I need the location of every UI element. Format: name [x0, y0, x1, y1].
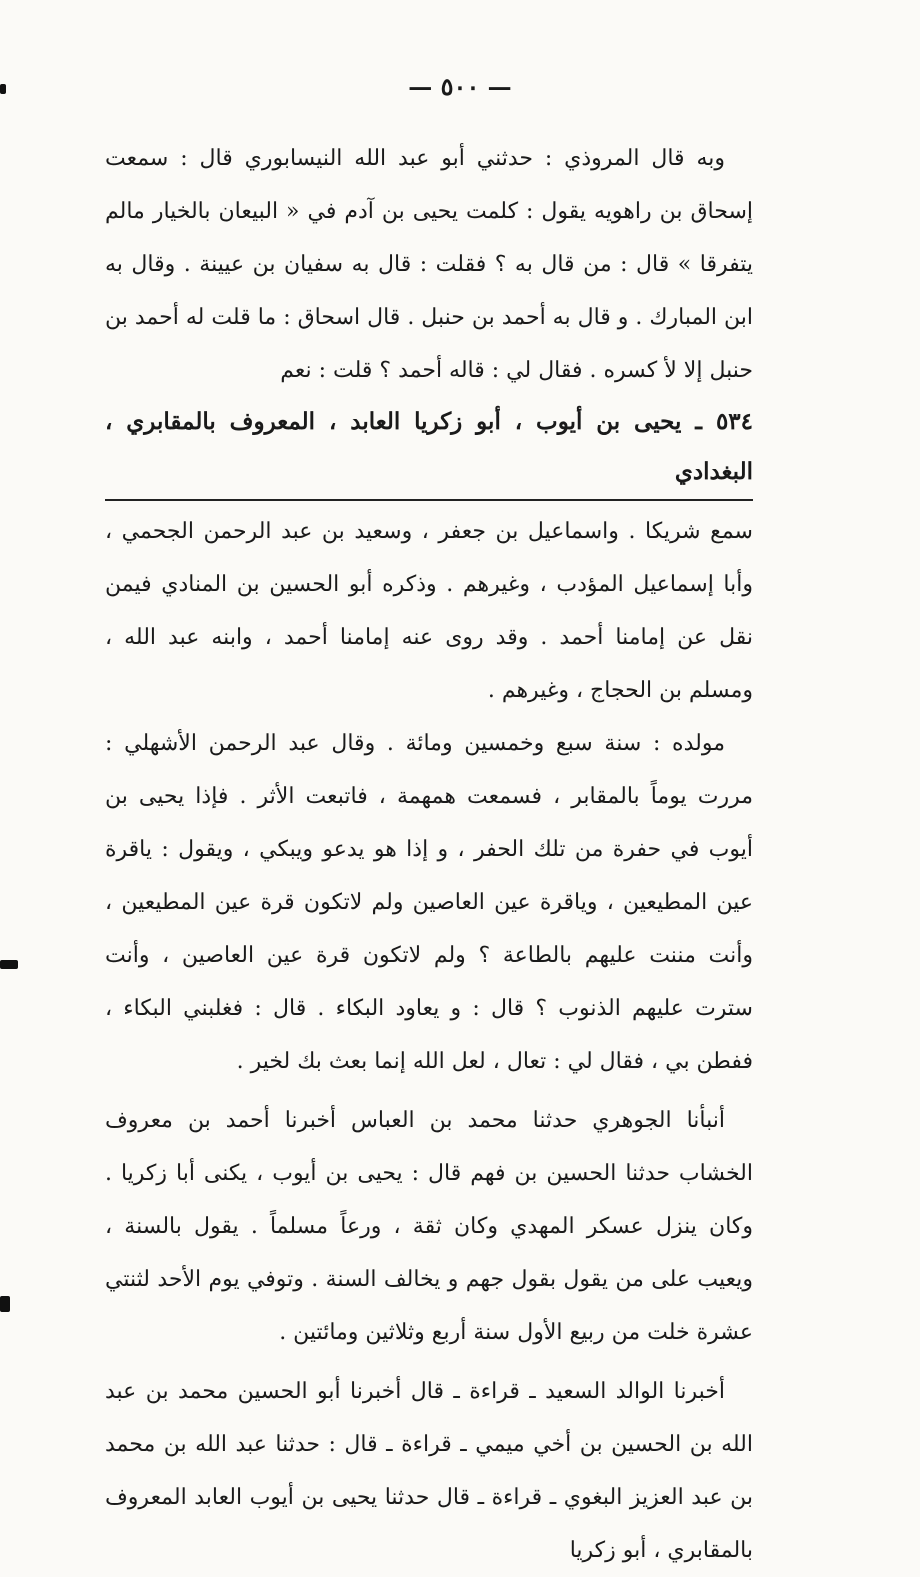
scan-edge-mark [0, 84, 6, 94]
paragraph-isnad: أخبرنا الوالد السعيد ـ قراءة ـ قال أخبرنا أبو الحسين محمد بن عبد الله بن الحسين بن أخي ميمي ـ قراءة ـ قال : حدثنا عبد الله بن محمد بن عبد العزيز البغوي ـ قراءة ـ قال حدثنا يحيى بن أيوب العابد المعروف بالمقابري ، أبو زكريا [105, 1379, 753, 1563]
paragraph-birth: مولده : سنة سبع وخمسين ومائة . وقال عبد الرحمن الأشهلي : مررت يوماً بالمقابر ، فسمعت همهمة ، فاتبعت الأثر . فإذا يحيى بن أيوب في حفرة من تلك الحفر ، و إذا هو يدعو ويبكي ، ويقول : ياقرة عين المطيعين ، وياقرة عين العاصين ولم لاتكون قرة عين المطيعين ، وأنت مننت عليهم بالطاعة ؟ ولم لاتكون قرة عين العاصين ، وأنت سترت عليهم الذنوب ؟ قال : و يعاود البكاء . قال : فغلبني البكاء ، ففطن بي ، فقال لي : تعال ، لعل الله إنما بعث بك لخير . [105, 731, 753, 1074]
paragraph-teachers: سمع شريكا . واسماعيل بن جعفر ، وسعيد بن عبد الرحمن الجحمي ، وأبا إسماعيل المؤدب ، وغيرهم . وذكره أبو الحسين بن المنادي فيمن نقل عن إمامنا أحمد . وقد روى عنه إمامنا أحمد ، وابنه عبد الله ، ومسلم بن الحجاج ، وغيرهم . [105, 519, 753, 703]
page-number: — ٥٠٠ — [408, 72, 512, 101]
scan-edge-mark [0, 960, 18, 969]
entry-heading: ٥٣٤ ـ يحيى بن أيوب ، أبو زكريا العابد ، المعروف بالمقابري ، البغدادي [105, 397, 753, 501]
paragraph-marwazi: وبه قال المروذي : حدثني أبو عبد الله النيسابوري قال : سمعت إسحاق بن راهويه يقول : كلمت يحيى بن آدم في « البيعان بالخيار مالم يتفرقا » قال : من قال به ؟ فقلت : قال به سفيان بن عيينة . وقال به ابن المبارك . و قال به أحمد بن حنبل . قال اسحاق : ما قلت له أحمد بن حنبل إلا لأ كسره . فقال لي : قاله أحمد ؟ قلت : نعم [105, 146, 753, 383]
paragraph-jawhari: أنبأنا الجوهري حدثنا محمد بن العباس أخبرنا أحمد بن معروف الخشاب حدثنا الحسين بن فهم قال : يحيى بن أيوب ، يكنى أبا زكريا . وكان ينزل عسكر المهدي وكان ثقة ، ورعاً مسلماً . يقول بالسنة ، ويعيب على من يقول بقول جهم و يخالف السنة . وتوفي يوم الأحد لثنتي عشرة خلت من ربيع الأول سنة أربع وثلاثين ومائتين . [105, 1108, 753, 1345]
page-body [105, 132, 753, 1577]
scan-edge-mark [0, 1296, 10, 1312]
